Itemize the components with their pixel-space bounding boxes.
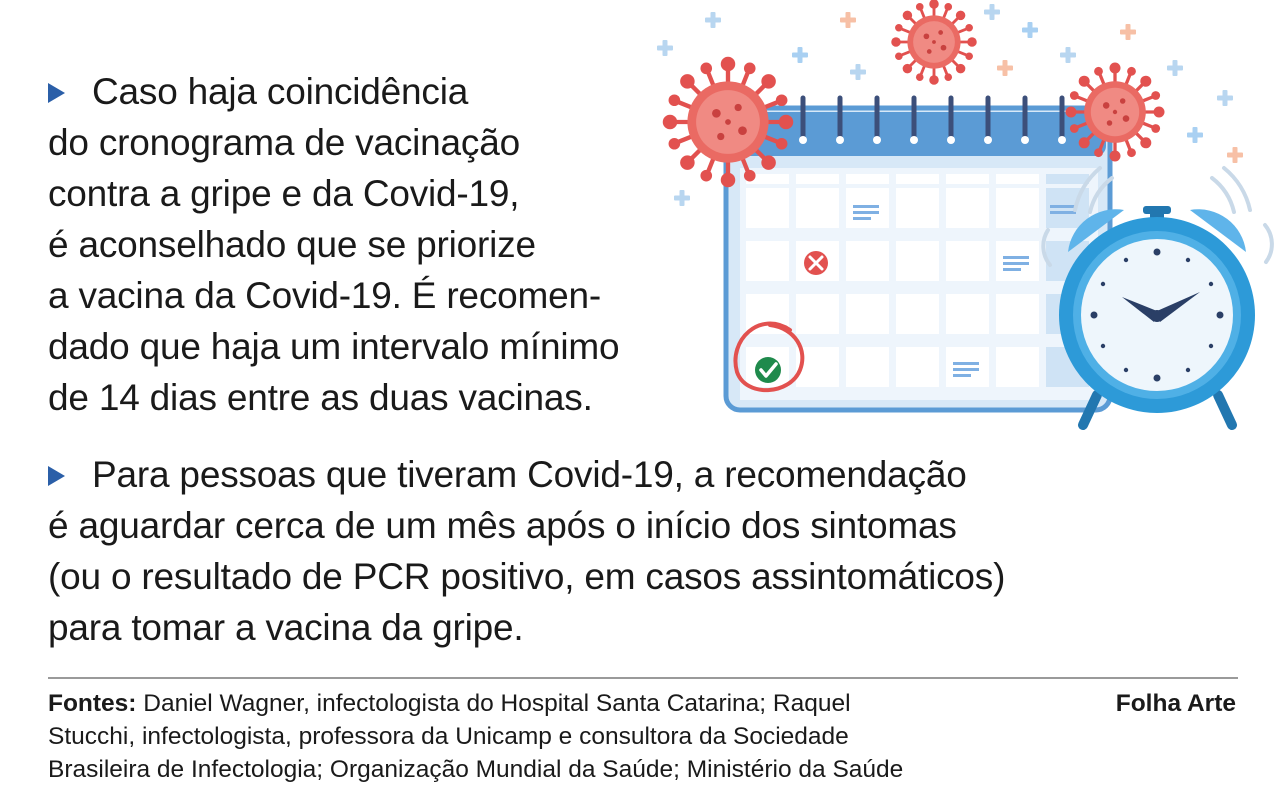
bullet2-line-3: (ou o resultado de PCR positivo, em casos assintomáticos) [48,556,1006,597]
sources-line-2: Stucchi, infectologista, professora da Unicamp e consultora da Sociedade [48,723,849,750]
divider [48,677,1238,679]
calendar-day-cell [846,347,889,387]
bullet-covid-recovery [48,449,1005,653]
calendar-day-cell [946,294,989,334]
bullet-arrow-icon [48,466,65,486]
cross-icon [804,251,828,275]
bullet1-line-6: dado que haja um intervalo mínimo [48,326,620,367]
bullet1-line-5: a vacina da Covid-19. É recomen- [48,275,601,316]
sources-label: Fontes: [48,690,137,717]
sources [48,687,1058,786]
bullet1-line-4: é aconselhado que se priorize [48,224,536,265]
calendar-day-cell [946,174,989,184]
bullet2-line-1: Para pessoas que tiveram Covid-19, a recomendação [92,454,967,495]
bullet1-line-3: contra a gripe e da Covid-19, [48,173,520,214]
bullet2-line-2: é aguardar cerca de um mês após o início dos sintomas [48,505,957,546]
calendar-day-cell [796,188,839,228]
calendar-day-cell [796,174,839,184]
bullet1-line-1: Caso haja coincidência [92,71,469,112]
calendar-day-cell [746,188,789,228]
calendar-day-cell [946,188,989,228]
calendar-day-cell [896,174,939,184]
bullet2-line-4: para tomar a vacina da gripe. [48,607,524,648]
credit: Folha Arte [1115,690,1236,717]
bullet-recommendation-schedule [48,66,619,423]
calendar-day-cell [896,188,939,228]
calendar-day-cell [996,188,1039,228]
calendar-day-cell [846,241,889,281]
calendar-clock-virus-illustration [640,0,1280,440]
calendar-day-cell [996,241,1039,281]
calendar-day-cell [896,241,939,281]
calendar-day-cell [946,241,989,281]
bullet1-line-7: de 14 dias entre as duas vacinas. [48,377,593,418]
calendar-day-cell [996,174,1039,184]
sources-line-3: Brasileira de Infectologia; Organização Mundial da Saúde; Ministério da Saúde [48,756,904,783]
calendar-day-cell [896,294,939,334]
sources-line-1: Daniel Wagner, infectologista do Hospital Santa Catarina; Raquel [136,690,851,717]
calendar-day-cell [896,347,939,387]
calendar-day-cell [796,294,839,334]
calendar-day-cell [996,347,1039,387]
calendar-day-cell [1046,174,1089,184]
calendar-day-cell [846,294,889,334]
calendar-day-cell [746,241,789,281]
bullet-arrow-icon [48,83,65,103]
calendar-day-cell [996,294,1039,334]
bullet1-line-2: do cronograma de vacinação [48,122,520,163]
calendar-day-cell [946,347,989,387]
calendar-day-cell [846,174,889,184]
